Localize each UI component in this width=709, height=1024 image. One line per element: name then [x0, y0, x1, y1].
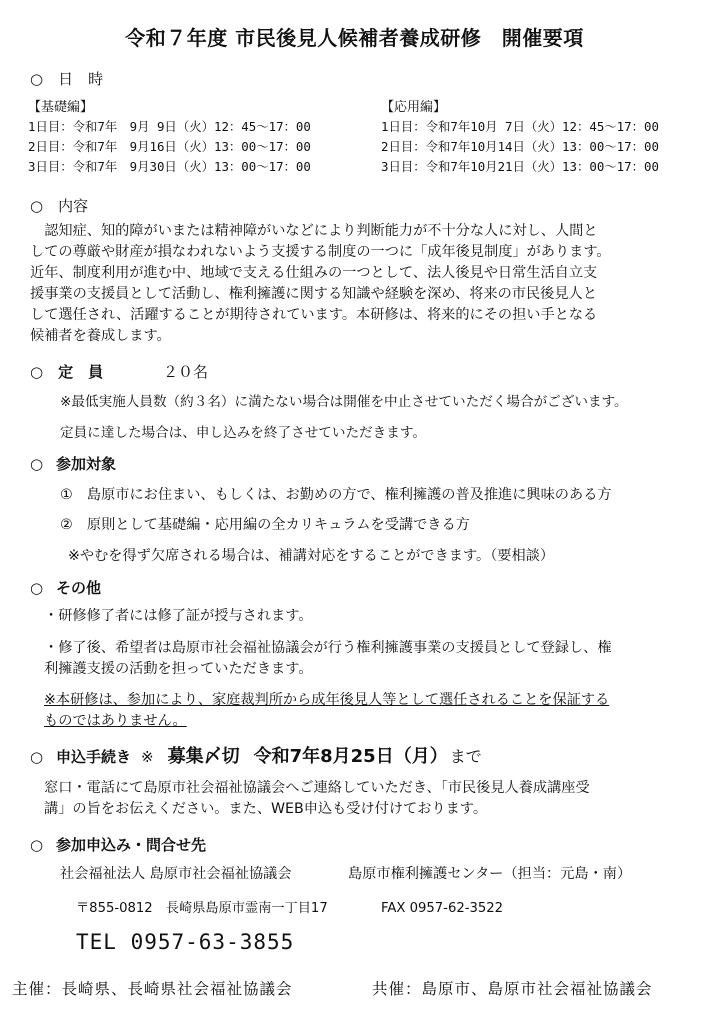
target-heading-wrap	[30, 453, 116, 474]
content-line: 援事業の支援員として活動し、権利擁護に関する知識や経験を深め、将来の市民後見人と	[30, 286, 597, 302]
basic-label: 【基礎編】	[28, 100, 94, 115]
circle-bullet-icon: ○	[30, 579, 44, 597]
capacity-heading: ○ 定 員	[30, 363, 104, 381]
target-item-2: ② 原則として基礎編・応用編の全カリキュラムを受講できる方	[60, 517, 470, 533]
application-line: 講」の旨をお伝えください。また、WEB申込も受け付けております。	[44, 801, 488, 817]
footer-cohost: 共催：島原市、島原市社会福祉協議会	[372, 980, 653, 998]
other-item-2	[44, 638, 612, 680]
capacity-note-2: 定員に達した場合は、申し込みを終了させていただきます。	[60, 425, 426, 441]
applied-day-3: 3日目：令和7年10月21日（火）13：00～17：00	[381, 159, 659, 174]
application-body	[44, 778, 590, 820]
other-heading-wrap	[30, 577, 101, 598]
contact-center: 島原市権利擁護センター（担当：元島・南）	[348, 866, 632, 882]
basic-schedule	[28, 117, 311, 177]
target-item-1: ① 島原市にお住まい、もしくは、お勤めの方で、権利擁護の普及推進に興味のある方	[60, 487, 612, 503]
deadline-suffix: まで	[449, 747, 482, 766]
other-notice-line: ※本研修は、参加により、家庭裁判所から成年後見人等として選任されることを保証する	[44, 692, 610, 708]
other-notice-line: ものではありません。	[44, 713, 187, 729]
other-item-1: ・研修修了者には修了証が授与されます。	[44, 608, 313, 624]
other-item-2-line: ・修了後、希望者は島原市社会福祉協議会が行う権利擁護事業の支援員として登録し、権	[44, 640, 612, 656]
contact-org: 社会福祉法人 島原市社会福祉協議会	[60, 866, 292, 882]
target-note: ※やむを得ず欠席される場合は、補講対応をすることができます。（要相談）	[68, 548, 555, 564]
applied-schedule	[381, 117, 659, 177]
content-line: 認知症、知的障がいまたは精神障がいなどにより判断能力が不十分な人に対し、人間と	[30, 223, 598, 239]
other-item-2-line: 利擁護支援の活動を担っていただきます。	[44, 661, 313, 677]
content-line: 近年、制度利用が進む中、地域で支える仕組みの一つとして、法人後見や日常生活自立支	[30, 265, 598, 281]
applied-label: 【応用編】	[381, 100, 447, 115]
contact-fax: FAX 0957-62-3522	[381, 901, 504, 916]
content-line: して選任され、活躍することが期待されています。本研修は、将来的にその担い手となる	[30, 307, 598, 323]
basic-day-2: 2日目：令和7年 9月16日（火）13：00～17：00	[28, 139, 311, 154]
contact-heading: 参加申込み・問合せ先	[56, 836, 207, 854]
content-line: しての尊厳や財産が損なわれないよう支援する制度の一つに「成年後見制度」があります。	[30, 244, 611, 260]
basic-day-1: 1日目：令和7年 9月 9日（火）12：45～17：00	[28, 119, 311, 134]
applied-day-1: 1日目：令和7年10月 7日（火）12：45～17：00	[381, 119, 659, 134]
circle-bullet-icon: ○	[30, 836, 44, 854]
applied-day-2: 2日目：令和7年10月14日（火）13：00～17：00	[381, 139, 659, 154]
circle-bullet-icon: ○	[30, 455, 44, 473]
datetime-heading: ○ 日 時	[30, 70, 104, 88]
application-line: 窓口・電話にて島原市社会福祉協議会へご連絡していただき、「市民後見人養成講座受	[44, 780, 590, 796]
contact-address: 〒855-0812 長崎県島原市霊南一丁目17	[76, 901, 328, 916]
application-heading: 申込手続き	[56, 748, 132, 766]
capacity-value: ２０名	[163, 363, 209, 381]
content-body	[30, 221, 611, 347]
deadline-label: 募集〆切	[167, 746, 240, 767]
content-line: 候補者を養成します。	[30, 328, 171, 344]
other-notice	[44, 690, 609, 732]
target-heading: 参加対象	[56, 455, 117, 473]
content-heading: ○ 内容	[30, 197, 89, 215]
page-title: 令和７年度 市民後見人候補者養成研修 開催要項	[125, 26, 584, 50]
application-mark: ※	[141, 748, 154, 766]
footer-organizer: 主催：長崎県、長崎県社会福祉協議会	[12, 980, 293, 998]
contact-tel: TEL 0957-63-3855	[76, 930, 295, 954]
circle-bullet-icon: ○	[30, 748, 44, 766]
deadline-date: 令和7年8月25日（月）	[253, 746, 448, 767]
contact-heading-wrap	[30, 834, 206, 855]
basic-day-3: 3日目：令和7年 9月30日（火）13：00～17：00	[28, 159, 311, 174]
application-heading-row	[30, 742, 482, 768]
capacity-note-1: ※最低実施人員数（約３名）に満たない場合は開催を中止させていただく場合がございます。	[60, 394, 628, 410]
other-heading: その他	[56, 579, 102, 597]
